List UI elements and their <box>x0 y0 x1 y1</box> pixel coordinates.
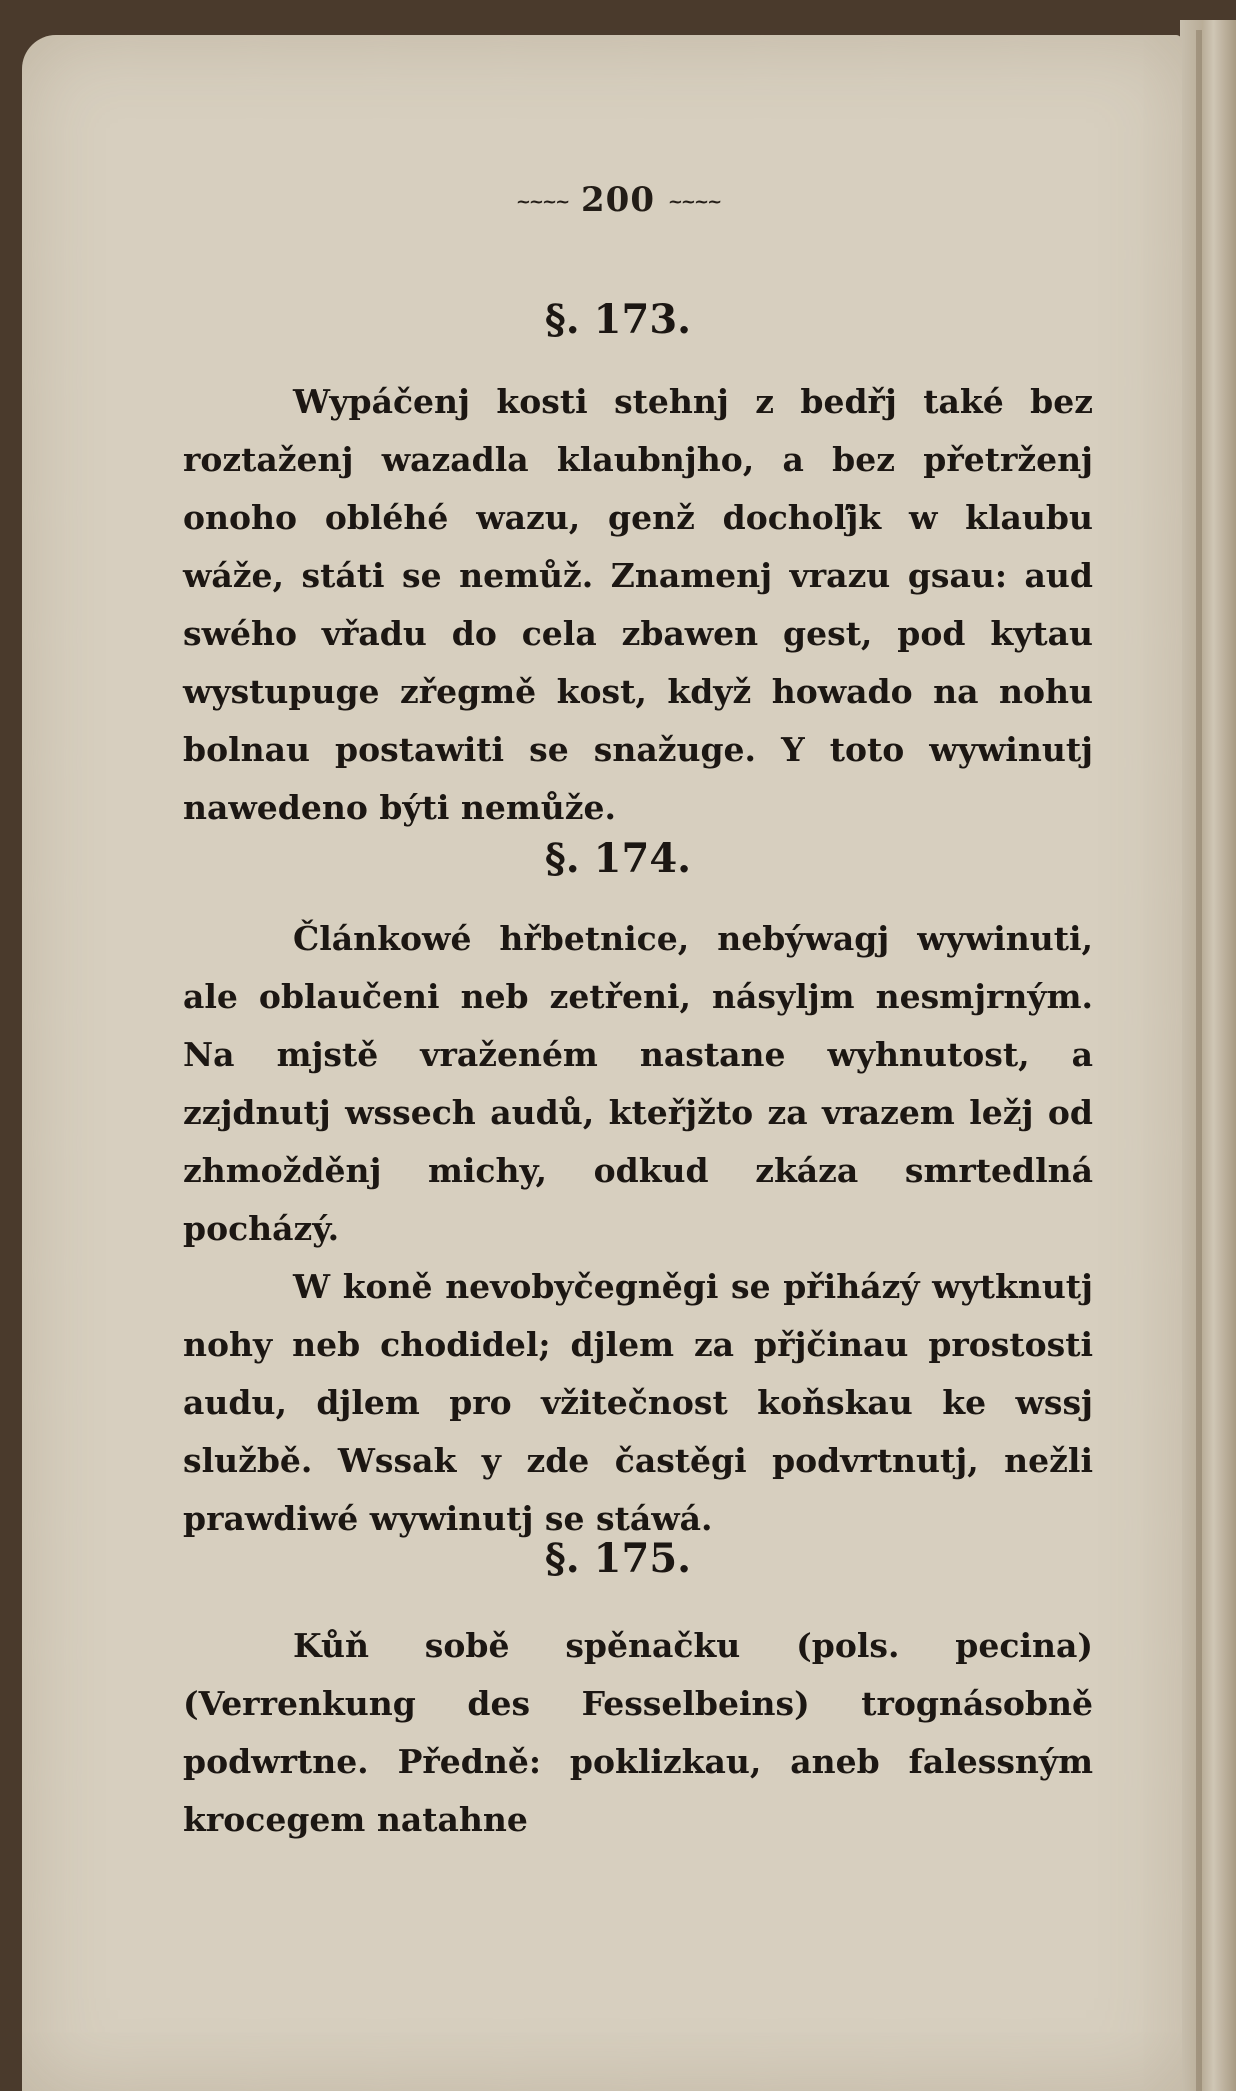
section-175-body <box>183 1617 1093 1849</box>
page-header <box>0 180 1236 220</box>
paragraph: W koně nevobyčegněgi se přiházý wytknutj nohy neb chodidel; djlem za přjčinau prostosti audu, djlem pro vžitečnost koňskau ke wssj službě. Wssak y zde častěgi podvrtnutj, nežli prawdiwé wywinutj se stáwá. <box>183 1267 1093 1538</box>
paragraph: Wypáčenj kosti stehnj z bedřj také bez roztaženj wazadla klaubnjho, a bez přetrženj onoho obléhé wazu, genž dochoľjk w klaubu wáže, státi se nemůž. Znamenj vrazu gsau: aud swého vřadu do cela zbawen gest, pod kytau wystupuge zřegmě kost, když howado na nohu bolnau postawiti se snažuge. Y toto wywinutj nawedeno býti nemůže. <box>183 382 1093 827</box>
section-175-heading: §. 175. <box>544 1535 692 1582</box>
paragraph: Kůň sobě spěnačku (pols. pecina) (Verrenkung des Fesselbeins) trognásobně podwrtne. Předně: poklizkau, aneb falessným krocegem natahne <box>183 1626 1093 1839</box>
section-173-body <box>183 373 1093 837</box>
section-173-heading: §. 173. <box>544 296 692 343</box>
section-174-body <box>183 910 1093 1548</box>
header-ornament-left: ~~~~ <box>515 191 569 213</box>
header-ornament-right: ~~~~ <box>667 191 721 213</box>
section-174-heading: §. 174. <box>544 835 692 882</box>
paragraph: Článkowé hřbetnice, nebýwagj wywinuti, ale oblaučeni neb zetřeni, násyljm nesmjrným. Na mjstě vraženém nastane wyhnutost, a zzjdnutj wssech audů, kteřjžto za vrazem ležj od zhmožděnj michy, odkud zkáza smrtedlná pocházý. <box>183 919 1093 1248</box>
page-number: 200 <box>581 180 655 220</box>
